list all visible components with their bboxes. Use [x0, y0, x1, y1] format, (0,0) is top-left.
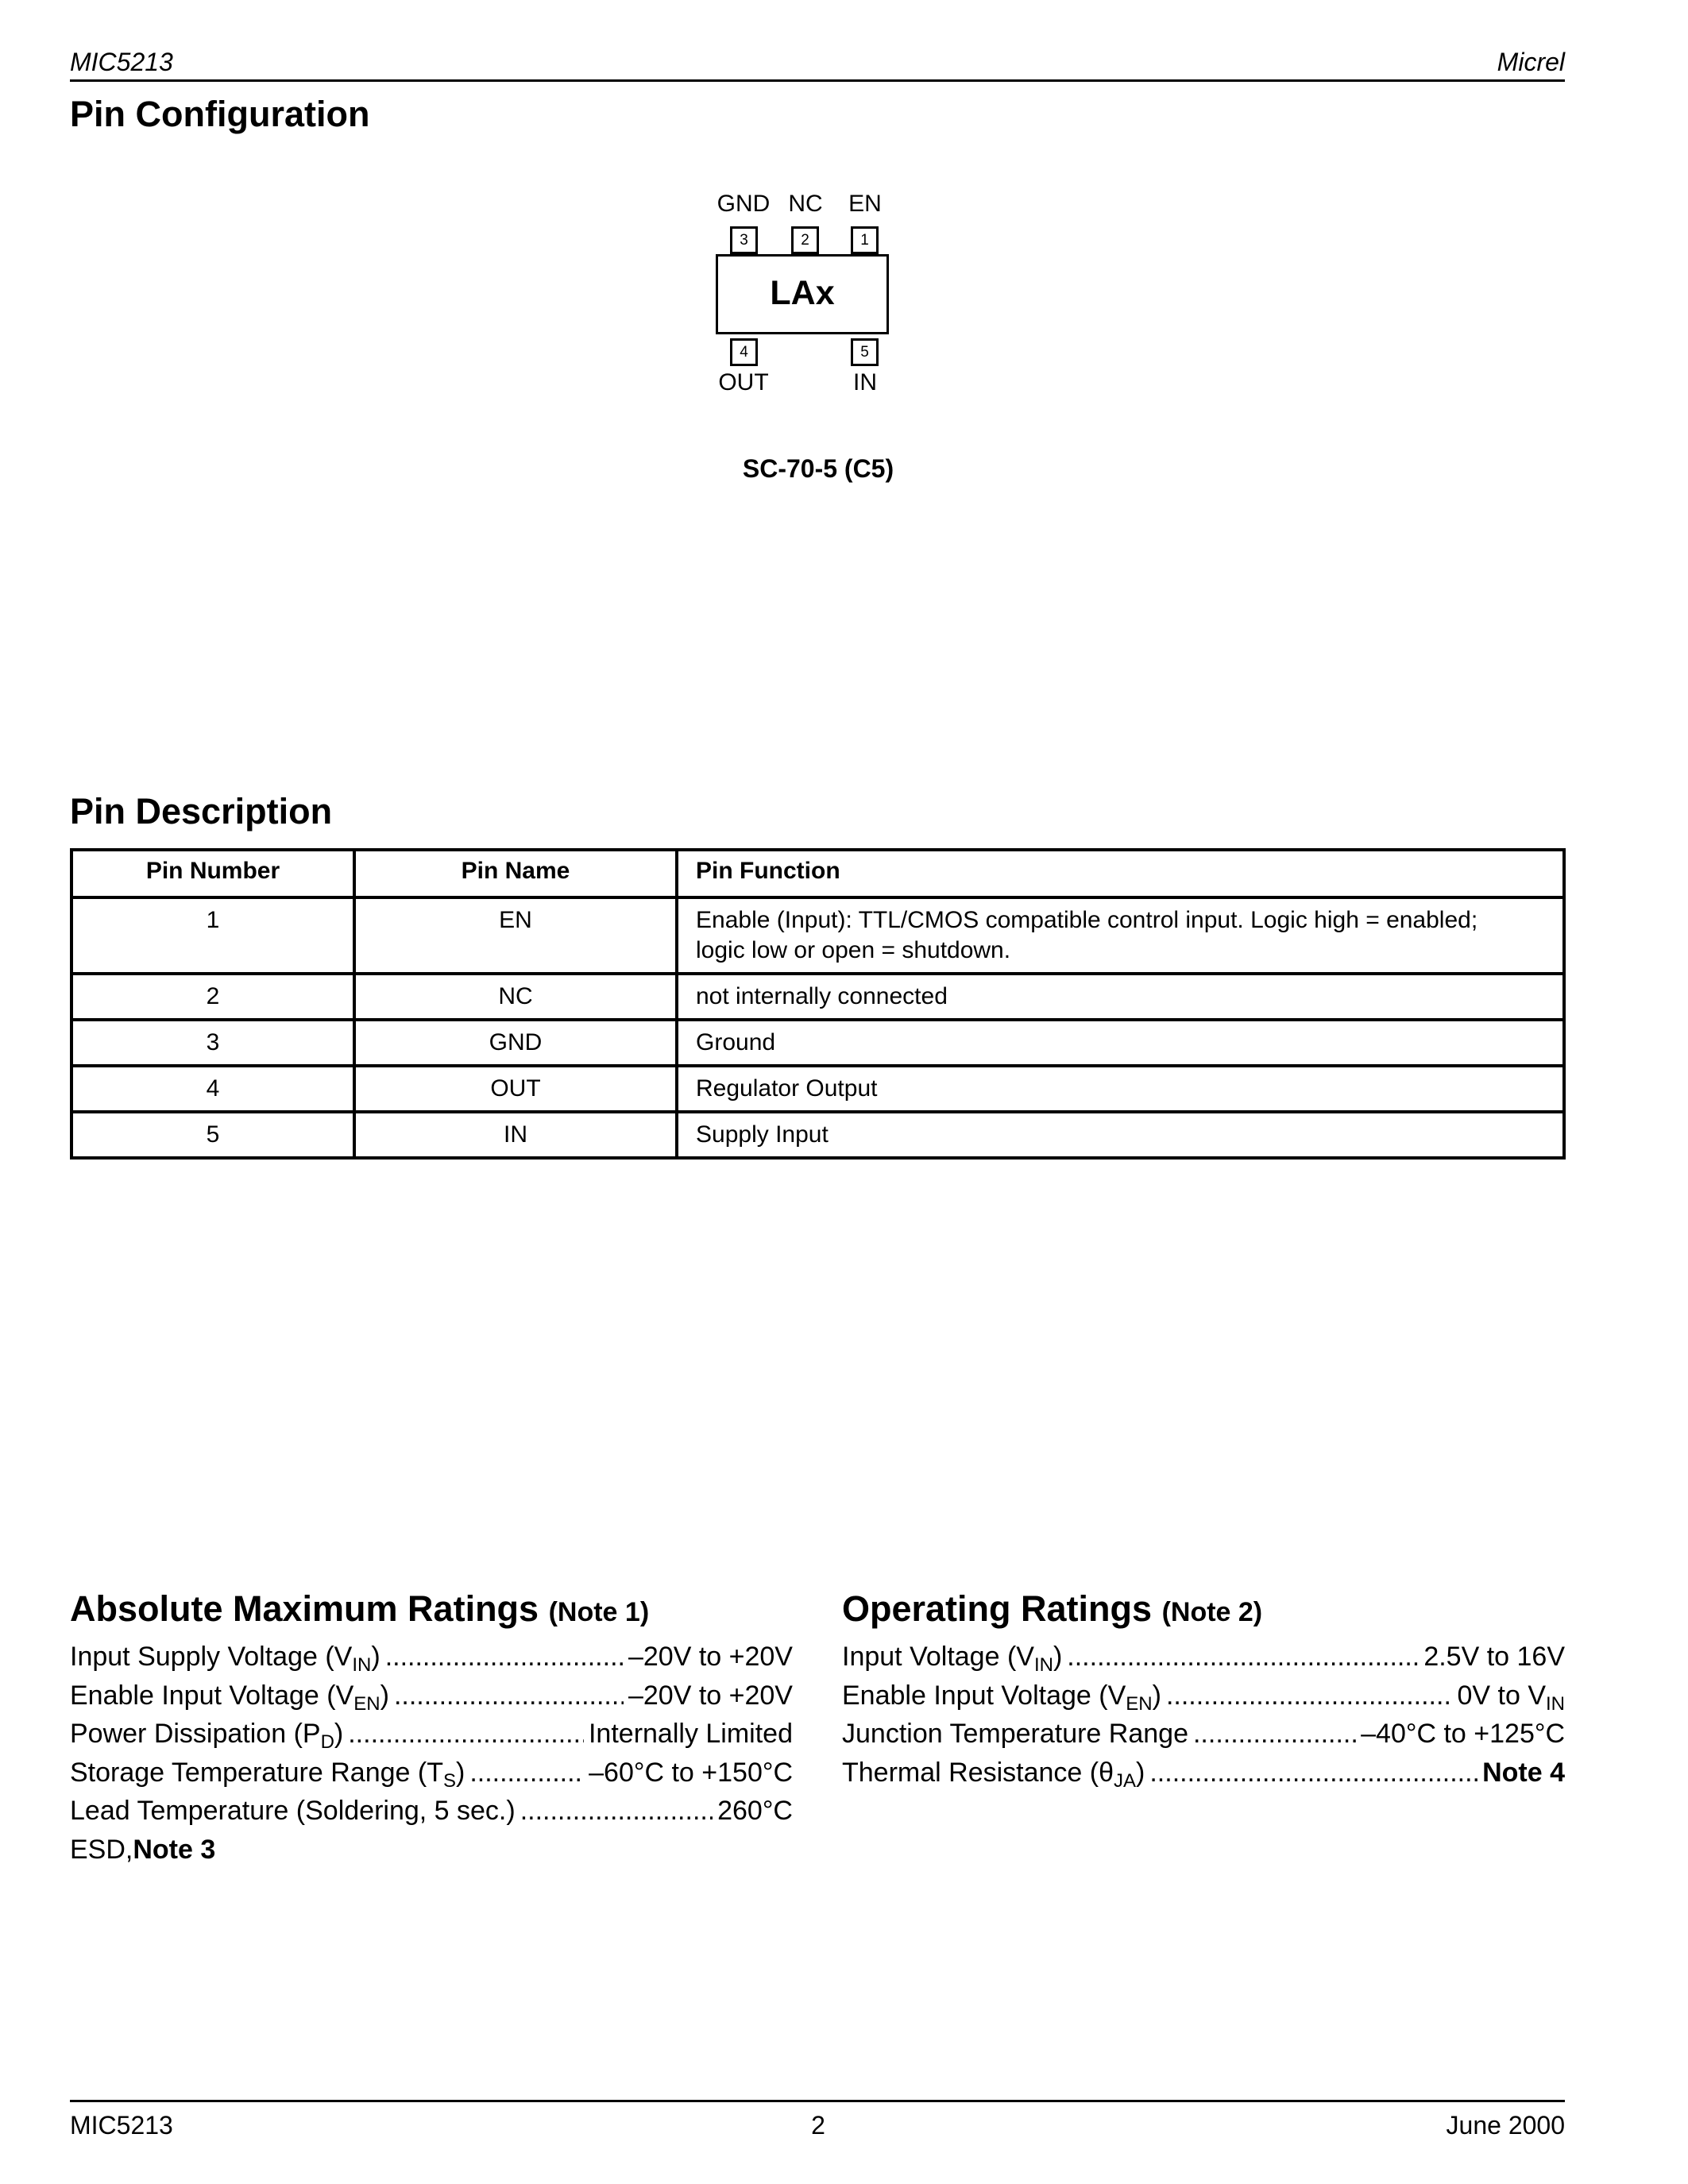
cell-pin-function: Ground [677, 1020, 1564, 1066]
leader-dots [520, 1792, 713, 1831]
operating-ratings-heading: Operating Ratings [842, 1588, 1153, 1629]
table-row [71, 1112, 1564, 1158]
rating-row [842, 1677, 1565, 1715]
cell-pin-number: 1 [71, 897, 354, 974]
absolute-maximum-ratings-heading: Absolute Maximum Ratings [70, 1588, 539, 1629]
pin-description-table [70, 848, 1566, 1160]
cell-pin-number: 2 [71, 974, 354, 1020]
absolute-maximum-ratings-list [70, 1638, 793, 1869]
cell-pin-function: not internally connected [677, 974, 1564, 1020]
rating-row [70, 1792, 793, 1831]
operating-ratings-list [842, 1638, 1565, 1792]
table-row [71, 974, 1564, 1020]
footer-rule [70, 2100, 1565, 2102]
leader-dots [469, 1754, 584, 1792]
header-part-number: MIC5213 [70, 48, 173, 76]
cell-pin-function: Supply Input [677, 1112, 1564, 1158]
cell-pin-number: 5 [71, 1112, 354, 1158]
rating-value: –20V to +20V [628, 1680, 793, 1711]
cell-pin-function [677, 897, 1564, 974]
rating-label: Enable Input Voltage $(V_{EN})$ [842, 1680, 1161, 1715]
rating-label: Enable Input Voltage $(V_{EN})$ [70, 1680, 389, 1715]
column-header-pin-function: Pin Function [677, 850, 1564, 897]
column-header-pin-number: Pin Number [71, 850, 354, 897]
rating-label: Junction Temperature Range [842, 1719, 1188, 1749]
rating-label: Power Dissipation $(P_D)$ [70, 1719, 344, 1753]
leader-dots [1193, 1715, 1356, 1754]
package-marking: LAx [770, 274, 835, 312]
cell-pin-name: EN [354, 897, 677, 974]
package-caption: SC-70-5 (C5) [742, 454, 894, 483]
pin-2: 2 [791, 226, 819, 254]
cell-pin-function: Regulator Output [677, 1066, 1564, 1112]
leader-dots [394, 1677, 624, 1715]
rating-row [842, 1638, 1565, 1677]
rating-row [70, 1638, 793, 1677]
pin-label-nc: NC [788, 191, 823, 217]
rating-label: Thermal Resistance $(\theta_{JA})$ [842, 1757, 1145, 1792]
rating-value: –40°C to +125°C [1361, 1719, 1565, 1749]
cell-pin-number: 3 [71, 1020, 354, 1066]
header-company: Micrel [1497, 48, 1565, 76]
rating-row [842, 1754, 1565, 1792]
cell-pin-number: 4 [71, 1066, 354, 1112]
header-rule [70, 79, 1565, 82]
footer-date: June 2000 [1446, 2111, 1565, 2140]
table-header-row [71, 850, 1564, 897]
rating-label: Input Supply Voltage $(V_{IN})$ [70, 1642, 380, 1676]
table-row [71, 1020, 1564, 1066]
cell-pin-function-line: logic low or open = shutdown. [696, 937, 1011, 963]
rating-value: 0V to $V_{IN}$ [1457, 1680, 1565, 1715]
leader-dots [1067, 1638, 1419, 1677]
esd-label: ESD, [70, 1834, 133, 1865]
rating-row-esd [70, 1831, 793, 1870]
absolute-maximum-ratings-note: (Note 1) [548, 1597, 650, 1627]
pin-description-title: Pin Description [70, 791, 333, 832]
absolute-maximum-ratings-title [70, 1588, 649, 1630]
rating-label: Storage Temperature Range $(T_S)$ [70, 1757, 465, 1792]
rating-label: Lead Temperature (Soldering, 5 sec.) [70, 1796, 516, 1826]
cell-pin-function-line: Enable (Input): TTL/CMOS compatible control input. Logic high = enabled; [696, 907, 1478, 933]
cell-pin-name: GND [354, 1020, 677, 1066]
footer-page-number: 2 [811, 2111, 825, 2140]
pin-3: 3 [730, 226, 758, 254]
rating-value: Internally Limited [588, 1719, 793, 1749]
rating-row [70, 1754, 793, 1792]
leader-dots [385, 1638, 624, 1677]
pin-label-in: IN [853, 369, 877, 396]
table-row [71, 897, 1564, 974]
leader-dots [1149, 1754, 1477, 1792]
pin-5: 5 [851, 338, 879, 366]
rating-value: Note 4 [1482, 1757, 1565, 1788]
cell-pin-name: IN [354, 1112, 677, 1158]
pin-label-en: EN [848, 191, 882, 217]
pin-4: 4 [730, 338, 758, 366]
cell-pin-name: NC [354, 974, 677, 1020]
leader-dots [348, 1715, 584, 1754]
pin-1: 1 [851, 226, 879, 254]
cell-pin-name: OUT [354, 1066, 677, 1112]
rating-row [842, 1715, 1565, 1754]
operating-ratings-note: (Note 2) [1161, 1597, 1263, 1627]
esd-note: Note 3 [133, 1834, 216, 1865]
table-row [71, 1066, 1564, 1112]
operating-ratings-title [842, 1588, 1262, 1630]
pin-configuration-title: Pin Configuration [70, 94, 370, 134]
rating-value: 260°C [717, 1796, 793, 1826]
pin-label-out: OUT [718, 369, 769, 396]
rating-value: –60°C to +150°C [589, 1757, 793, 1788]
rating-label: Input Voltage $(V_{IN})$ [842, 1642, 1063, 1676]
rating-row [70, 1677, 793, 1715]
rating-value: 2.5V to 16V [1423, 1642, 1565, 1672]
rating-row [70, 1715, 793, 1754]
column-header-pin-name: Pin Name [354, 850, 677, 897]
pin-label-gnd: GND [717, 191, 771, 217]
footer-part-number: MIC5213 [70, 2111, 173, 2140]
rating-value: –20V to +20V [628, 1642, 793, 1672]
package-body [716, 254, 889, 334]
leader-dots [1166, 1677, 1453, 1715]
